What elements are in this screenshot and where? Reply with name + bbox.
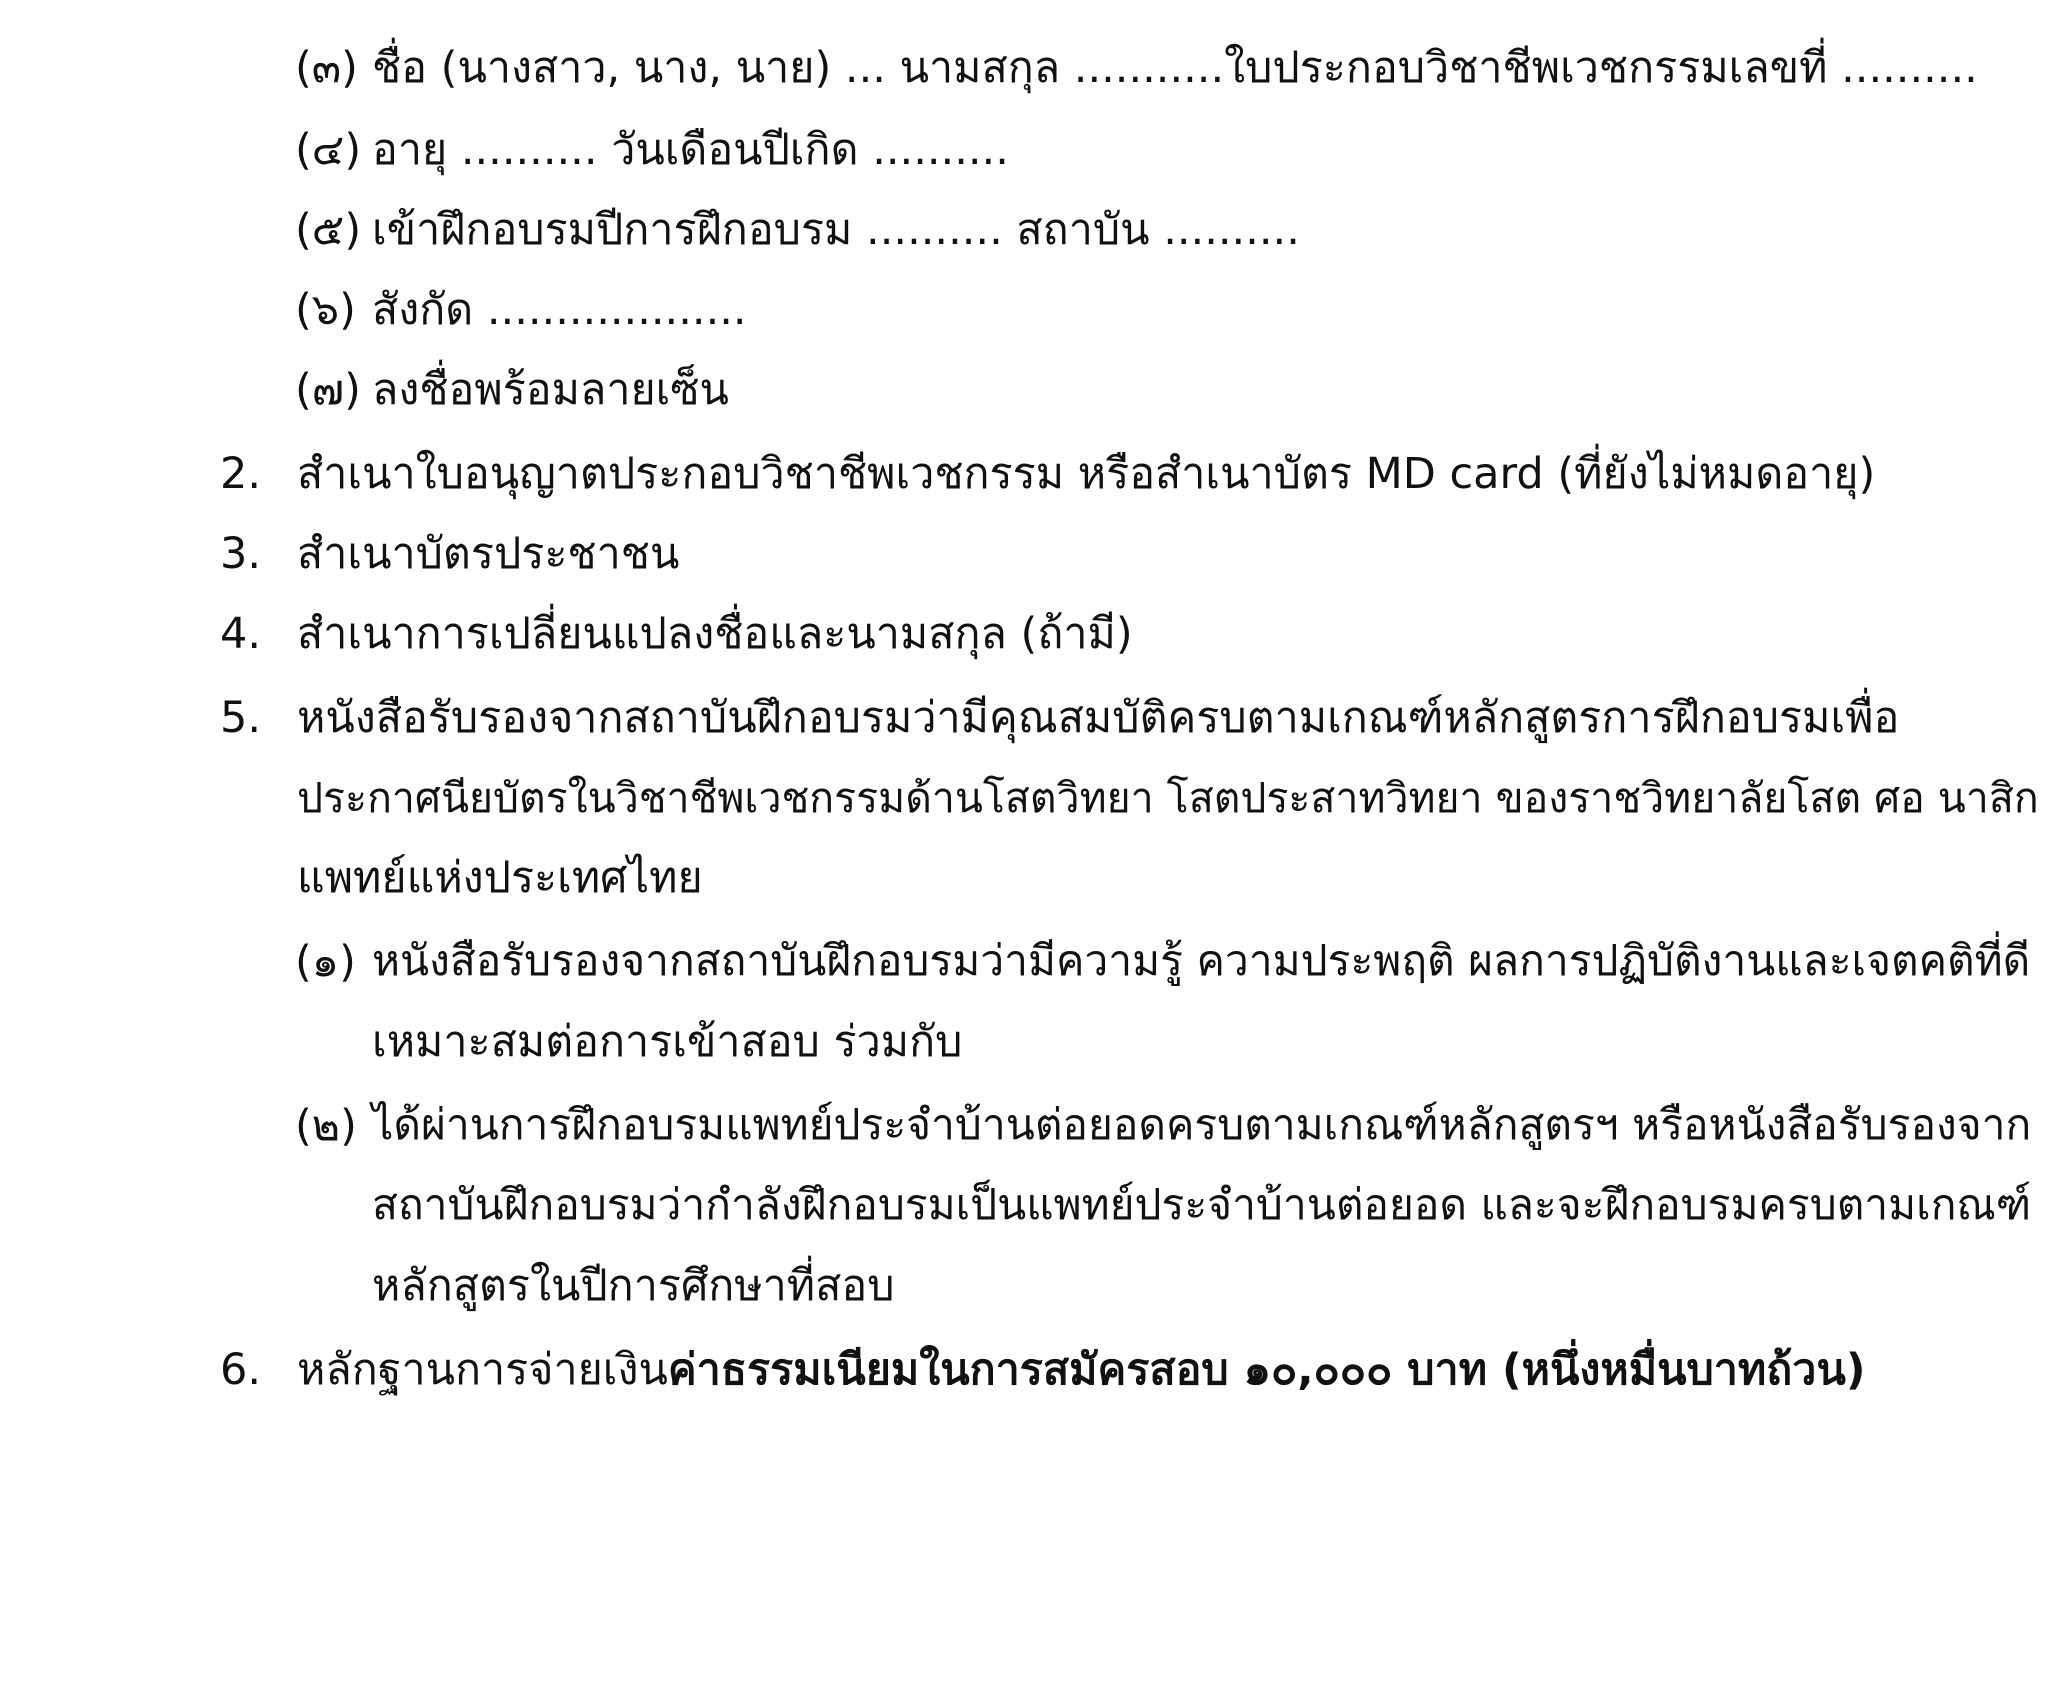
sub-item-marker: (๓) [295,43,358,93]
sub-item-text-line-3: หลักสูตรในปีการศึกษาที่สอบ [372,1261,895,1311]
list-item-text-line-2: ประกาศนียบัตรในวิชาชีพเวชกรรมด้านโสตวิทยา โสตประสาทวิทยา ของราชวิทยาลัยโสต ศอ นาสิก [297,774,2039,822]
sub-item-text: ลงชื่อพร้อมลายเซ็น [372,365,729,415]
list-item-text-line-3: แพทย์แห่งประเทศไทย [297,853,703,903]
list-item-number: 2. [220,449,262,499]
list-item-number: 4. [220,609,262,659]
sub-item-marker: (๖) [295,285,356,335]
list-item-text: สำเนาบัตรประชาชน [297,529,680,579]
list-item-text-line-1: หนังสือรับรองจากสถาบันฝึกอบรมว่ามีคุณสมบัติครบตามเกณฑ์หลักสูตรการฝึกอบรมเพื่อ [297,693,1900,743]
sub-item-text-line-2: สถาบันฝึกอบรมว่ากำลังฝึกอบรมเป็นแพทย์ประจำบ้านต่อยอด และจะฝึกอบรมครบตามเกณฑ์ [372,1181,2032,1230]
list-item-text: สำเนาการเปลี่ยนแปลงชื่อและนามสกุล (ถ้ามี) [297,609,1133,659]
list-item-number: 3. [220,529,262,579]
list-item-text [297,1340,1866,1400]
sub-item-marker: (๒) [295,1101,357,1151]
sub-item-text: ชื่อ (นางสาว, นาง, นาย) ... นามสกุล ...........ใบประกอบวิชาชีพเวชกรรมเลขที่ .......... [372,43,1978,93]
sub-item-marker: (๔) [295,125,362,175]
sub-item-text: อายุ .......... วันเดือนปีเกิด .......... [372,125,1009,175]
list-item-number: 5. [220,693,262,743]
sub-item-text-line-1: หนังสือรับรองจากสถาบันฝึกอบรมว่ามีความรู้ ความประพฤติ ผลการปฏิบัติงานและเจตคติที่ดี [372,937,2031,986]
sub-item-text-line-1: ได้ผ่านการฝึกอบรมแพทย์ประจำบ้านต่อยอดครบตามเกณฑ์หลักสูตรฯ หรือหนังสือรับรองจาก [372,1101,2032,1150]
sub-item-text: สังกัด ................... [372,285,747,335]
list-item-number: 6. [220,1345,262,1395]
sub-item-marker: (๑) [295,937,356,987]
list-item-text-regular: หลักฐานการจ่ายเงิน [297,1345,668,1395]
sub-item-marker: (๕) [295,205,362,255]
sub-item-text-line-2: เหมาะสมต่อการเข้าสอบ ร่วมกับ [372,1017,963,1067]
list-item-text: สำเนาใบอนุญาตประกอบวิชาชีพเวชกรรม หรือสำเนาบัตร MD card (ที่ยังไม่หมดอายุ) [297,449,1876,499]
sub-item-marker: (๗) [295,365,361,415]
sub-item-text: เข้าฝึกอบรมปีการฝึกอบรม .......... สถาบัน .......... [372,205,1300,255]
fee-text-bold: ค่าธรรมเนียมในการสมัครสอบ ๑๐,๐๐๐ บาท (หนึ่งหมื่นบาทถ้วน) [667,1345,1866,1395]
